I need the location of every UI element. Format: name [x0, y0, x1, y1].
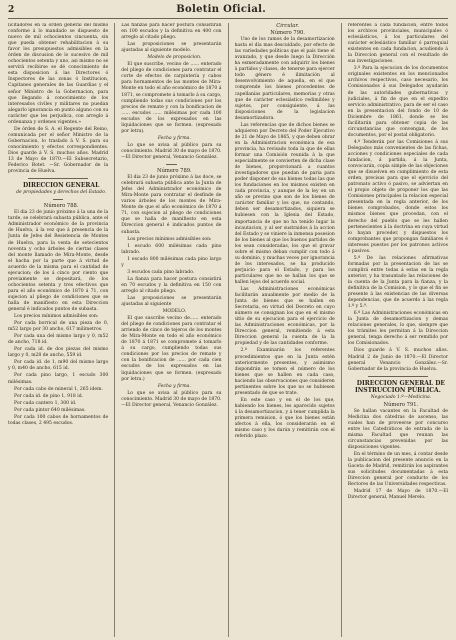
section-divider [28, 178, 88, 179]
paragraph: La fianza para hacer postura consistirá en 70 escudos y la definitiva en 150 con arreglo al citado pliego. [121, 276, 222, 294]
paragraph: Los precios mínimos admisibles son: [14, 314, 99, 320]
column-3 [235, 23, 335, 637]
section-heading: DIRECCION GENERAL [22, 182, 100, 190]
notice-number: Número 789. [157, 168, 192, 175]
paragraph: Uno de los ramos de la desamortizacion hasta el día mas descuidado, por efecto de las variedades políticas que el país tiene el avanzado, y que desde luego la Dirección ha esmeradamente con adquirir los bienes á partidos y clases, de tenerse para ejercer todo género é ilimitación al desenvolvimiento de aquella, en el que comprende los bienes procedentes de capellanías particulares, memorias y otras que de carácter eclesiástico redimibles y sujetos, por consiguiente, á las disposiciones de la legislacion desamortizadora. [234, 37, 335, 121]
section-subheading: Negociado 1.º—Medicina. [370, 394, 432, 400]
section-divider [368, 376, 428, 377]
paragraph: Lo que se avisa al público para su conocimiento. Madrid 30 de mayo de 1870.—El Director general, Venancio González. [121, 142, 222, 160]
paragraph: Las referencias que de dichos bienes se adquieren por Decreto del Poder Ejecutivo de 21 de Mayo de 1865, y que deben obrar en la Administracion económica de esa provincia, ha revisado toda la que de ellas formar una Comisión reunida á la que especialmente se convierten de dicha clase de bienes, proporcionará a cuantos investigadores que puedan de paria para poder disponer de sus bienes todas las que los fundaciones en los mismos existen en cada provincia, y aunque de la ley en un año se previno que son de los bienes de carácter familiar y los que, no contando, deben ser desamortizados, siquiera se hubiesen con la Iglesia del Estado, importancia de que no ha tenido lugar la incautacion, y al ser sustraidos á la accion del Estado y se viniere la inmensa posesion de los bienes al que los buenos partidos de los sean consideradas, los que el gravar sobre el mismo deban cumplir con todo á su dominio, y muchas veces por ignorancia de los interesados, se ha producido perjuicio para el Estado, y para los particulares que no se hallan los que se hallen lejos del acuerdo social. [234, 122, 335, 285]
paragraph: Las fianzas para hacer postura consistirán en 100 escudos y la definitiva en 400 con arreglo al citado pliego. [121, 23, 222, 41]
price-item: Por cada id. de 1, m90 del mismo largo y 0, m40 de ancho, 615 id. [8, 360, 109, 372]
paragraph: Madrid 17 de Mayo de 1870.—El Director general, Manuel Merelo. [347, 489, 448, 501]
section-divider [166, 164, 176, 165]
notice-number: Número 790. [270, 30, 305, 37]
section-heading: DIRECCION GENERAL DE INSTRUCCION PÚBLICA. [354, 379, 445, 394]
paragraph: El que suscribe vecino de...... enterado del pliego de condiciones para contratar el arriendo de cinco de tejeros de los montes de Mira-Monte en todo el año económico de 1870 á 1871 se compromete á tomarlo á su cargo, cumpliendo todas sus condiciones por los precios de remate y con la bonificacion de ...... por cada cien escudos de los expresados en las liquidaciones que se formen. (expresado por letra.) [121, 316, 222, 382]
paragraph: El que suscribe, vecino de ...... enterado del pliego de condiciones para contratar el corte de efectos de carpintería y cabos para hornamentos de las montes de Mira-Monte en todo el año económico de 1870 á 1871, se compromete á tomarlo á su cargo, cumpliendo todas sus condiciones por los precios de remate y con la bonificacion de ...... escudos ...... milésimas por cada 100 escudos de los expresados en las liquidaciones que se formen. (expresado por letra). [121, 62, 222, 134]
column-separator [114, 23, 115, 637]
price-item: Por cada id. de dos piezas del mismo largo y 0, m28 de ancho, 559 id. [8, 347, 109, 359]
text-columns [8, 23, 448, 637]
price-item: Por cada borrical de una pieza de 0, m52 largo por 30 ancho, 617 milímetros. [8, 321, 109, 333]
column-separator [228, 23, 229, 637]
paragraph: licitadores en la órden general del mismo conforme á lo mandado se dispuesto de nuevo de mil ochocientos cincuenta, sin que pueda obtener rehabilitacion á su favor los presupuestos admisibles en la órden de discusion de lo sucesivo de mil ochocientos setenta y uno, asi mismo no se servirá recibirse se dé conocimiento de esta disposicion á las Directores ó Inspectores de las zonas ó Institucion, Capitanes generales de las Guardias y el señor Ministro de la Gobernacion, para que llegando á conocimiento de los interesados civiles y militares no puedan alegarlo ignorancia en punto alguno con su carácter que les perjudica, con arreglo á ordenanza y ordenes vigentes.» [8, 23, 109, 125]
paragraph: Las proposiciones se presentarán ajustadas al siguiente modelo. [121, 42, 222, 54]
page-number: 2 [8, 5, 15, 15]
column-4 [348, 23, 448, 637]
price-item: Por cada pino largo, 1 escudo 300 milésimas. [8, 373, 109, 385]
paragraph: 2.º Examinarán los referentes procedimientos que en la Junta estén anteriormente presentes, y asimismo dispondrán se tomen el número de los bienes que se hallen en cada caso, haciendo las observaciones que consideren pertinentes sobre los que no se hubiesen presentado de que se trate. [234, 348, 335, 396]
price-item: 1 escudo 800 milésimas cada pino largo y [121, 256, 222, 268]
price-item: 1 escudo 600 milésimas cada pino labrado. [121, 243, 222, 255]
notice-number: Número 788. [43, 203, 79, 210]
paragraph: Lo que se avisa al público para su conocimiento. Madrid 30 de mayo de 1870.—El Director general, Venancio González. [121, 390, 222, 408]
model-heading: Modelo de proposicion. [147, 55, 202, 61]
price-item: Por cada cabo de mineral 1, 265 idem. [14, 386, 103, 392]
column-separator [341, 23, 342, 637]
section-divider [53, 199, 63, 200]
paragraph: El dia 23 de junio próximo á la una de la tarde, se celebrará subasta pública, ante el Administrador económico de la provincia de Huelva, á la vez que á presencia de la Junta de Jefes del Resistencia de Montes de Huelva, para la venta de setecientos noventa y ocho árboles de ciertas clases del monte llamado de Mira-Monte, desde el hacha por la parte que á virtud de acuerdo de la misma para el cantidad de ejecucion; de los á cinco por ciento que previamente se depositará, de los ochocientos setenta y tres efectivos que para el año económico de 1870 á 71, con sujecion al pliego de condiciones que se halla de manifiesto en esta Direccion general é indicados puntos de subasta. [8, 210, 109, 313]
column-1 [8, 23, 108, 637]
date-signature: Fecha y firma. [157, 383, 191, 389]
paragraph: Se hallan vacantes en la Facultad de Medicina dos cátedras de ascenso, las cuales han de proveerse por concurso entre los Catedráticos de entrada de la misma Facultad que reunan las circunstancias prevenidas por las disposiciones vigentes. [347, 408, 448, 451]
page-header [8, 4, 448, 19]
price-item: Por cada pintor 640 milésimas. [14, 407, 86, 413]
paragraph: Los precios mínimos admisibles son: [127, 236, 212, 242]
paragraph: Las Administraciones económicas facilitarán anualmente por medio de la Junta de bienes que se hallen en Secretaria, en virtud del Decreto en cuyo número se consignan los que en el mismo sitio de su ejecucion para el ejercicio de las Administraciones económicas, por la Direccion general, remitiendo á esta Direccion general la cuenta de la la propiedad y de las cantidades conforme. [234, 287, 335, 347]
section-heading: Circular. [276, 23, 299, 29]
paragraph: 6.º Las Administraciones económicas en la Junta de desamortizacion y demas relaciones generales, lo que, siempre que los trámites les permitan á la Direccion general, tenga derecho á ser remitido por los Comisionados. [347, 311, 448, 347]
column-2 [121, 23, 221, 637]
publication-title: Boletin Oficial. [176, 4, 266, 15]
paragraph: 5.º De las relaciones afirmativas formadas por la presentacion de las se cumplirá entre todas á estas en la regla anterior, y ha trasuntado las relaciones de la cuenta de la Junta para la fianza, y la definitiva de la Comision, y lo que el fin se presente á las existencias de las diversas dependencias, que de acuerdo á las regla 1.º y 5.ª. [347, 255, 448, 310]
price-item: Por cada id. de pino 1, 918 id. [14, 393, 84, 399]
paragraph: 4.º Tenderán por las Comisiones á sus Delegados más convenientes de las fichas, acciones y condiciones especiales de cada fundacion, á partida, á la Junta, convocarán, copia simple de las objeciones que se disuelven en cumplimiento de esta orden, precisas para que el ejercicio del patronato activo ó pasivo, se adviertan en el propio objeto de proponer los que las Comisiones principales la relacion especial presentada en la regla anterior, de los bienes comprobados, donde estos los mismos bienes que procedan, con el derecho del pueblo que se les hallen pertenecientes á la doctrina en cuya virtud lo hayan proceder, y dispuestos los comprobantes que propongan familiares é intereses puestos por los patronos activos ó pasivos. [347, 139, 448, 254]
section-subheading: de propiedades y derechos del Estado. [16, 190, 107, 196]
paragraph: Las proposiciones se presentarán ajustadas al siguiente [121, 295, 222, 308]
paragraph: El dia 23 de junio próximo á las doce, se celebrará subasta pública ante la Junta de Jefes del Administrador económico de Mira-Monte para contratar el desfinde de varios árboles de los montes de Mira-Monte de que el año económico de 1870 á 71, con sujecion al pliego de condiciones que se halla de manifiesto en esta Direccion general é indicados puntos de subasta. [121, 175, 222, 235]
price-item: Por cada cantero 1, 300 id. [14, 400, 77, 406]
notice-number: Número 791. [383, 401, 419, 408]
price-item: Por cada una del mismo largo y 0, m52 de ancho, 718 id. [8, 334, 109, 346]
price-item: 3 escudos cada pino labrado. [127, 269, 195, 275]
paragraph: En el término de un mes, á contar desde la publicacion del presente anuncio en la Gaceta de Madrid, remitirán los aspirantes sus solicitudes documentadas á esta Direccion general por conducto de los Rectores de las Universidades respectivas. [347, 452, 448, 488]
paragraph: 3.º Para la ejecucion de los documentos originales existentes en los mencionados archivos respectivos, caso necesario, los Comisionados á sus Delegados ayudarán de las autoridades gubernativas y judiciales, á fin de que en el expedito servicio administrativo, para de ser el caso en la presentacion del fondo de 10 de Diciembre de 1861, donde se les facilitarán para obtener copia de las circunstancias que convengan, de los documentos, por el postal obligatorio. [347, 66, 448, 138]
paragraph: referentes á cada fundacion, entre todos los archivos provinciales, municipales ó eclesiásticos, á los particulares del carácter eclesiástico familiar ó parroquial existentes en cada fundacion, acudiendo á la Direccion general con el resultado de sus investigaciones. [347, 23, 448, 65]
paragraph: De órden de S. A. el Regente del Reino, comunicada por el señor Ministro de la Gobernacion, lo traslado á V. S. para su conocimiento y efectos correspondientes. Dios guarde á V. S. muchos años. Madrid 13 de Mayo de 1870.—El Subsecretario, Federico Botet. —Sr. Gobernador de la provincia de Huelva. [8, 126, 109, 175]
paragraph: En este caso y en el de los que, habiendo los bienes, les aparecido sujetos á la desamortizacion, y á tener cumplida la primera remision, ó que los bienes están afectos á ella, los considerarán en el mismo caso y los darán y remitirán con el referido plazo. [234, 397, 335, 440]
price-item: Por cada 100 cabos de hornamentos de todas clases, 2 495 escudos. [8, 414, 109, 426]
date-signature: Fecha y firma. [157, 135, 191, 141]
paragraph: Dios guarde á V. S. muchos años. Madrid 2 de Junio de 1870.—El Director general Venancio González.—Sr. Gobernador de la provincia de Huelva. [347, 348, 448, 372]
model-heading: MODELO. [162, 309, 187, 315]
